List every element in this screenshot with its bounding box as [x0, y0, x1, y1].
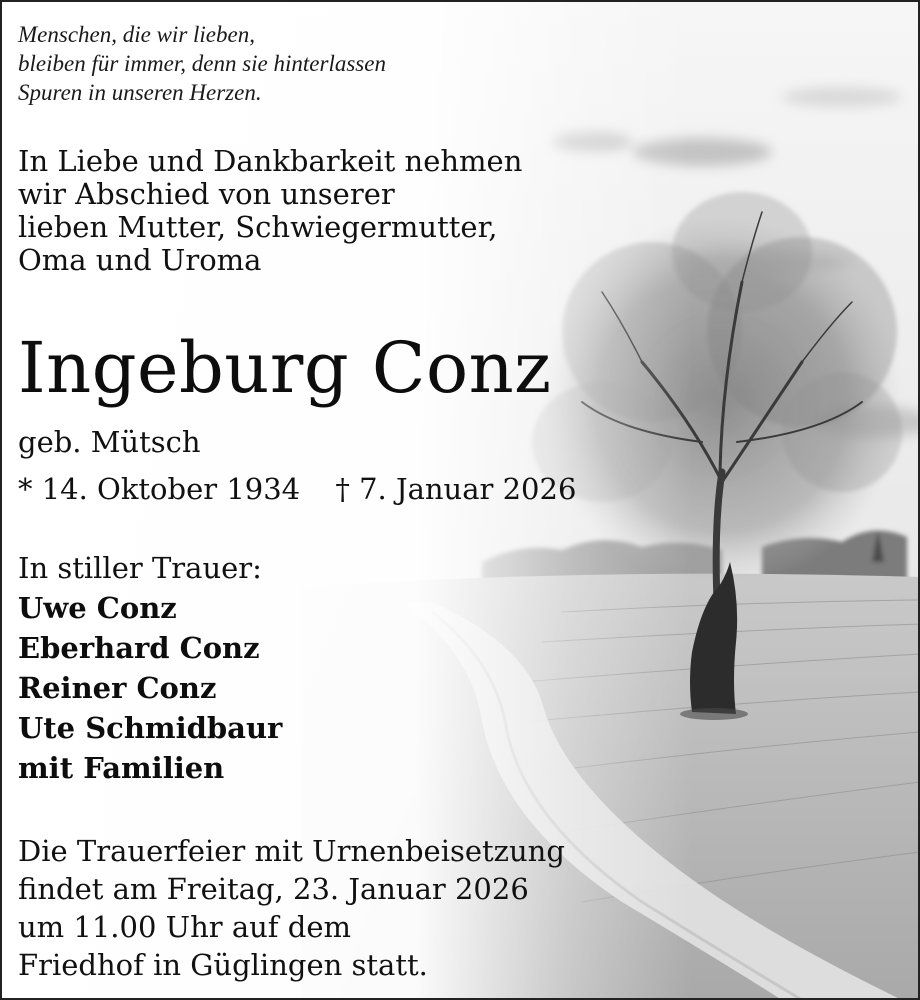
intro-line: In Liebe und Dankbarkeit nehmen — [18, 144, 523, 178]
mourner-families: mit Familien — [18, 751, 225, 785]
mourner-name: Eberhard Conz — [18, 631, 260, 665]
intro-text — [18, 145, 522, 277]
mourning-heading: In stiller Trauer: — [18, 551, 262, 585]
intro-line: lieben Mutter, Schwiegermutter, — [18, 210, 498, 244]
mourner-name: Ute Schmidbaur — [18, 711, 283, 745]
motto-quote — [18, 20, 386, 107]
motto-line: Menschen, die wir lieben, — [18, 22, 255, 47]
service-line: findet am Freitag, 23. Januar 2026 — [18, 872, 529, 906]
intro-line: Oma und Uroma — [18, 243, 262, 277]
deceased-name: Ingeburg Conz — [18, 327, 552, 409]
mourner-name: Reiner Conz — [18, 671, 217, 705]
service-line: Friedhof in Güglingen statt. — [18, 948, 428, 982]
intro-line: wir Abschied von unserer — [18, 177, 395, 211]
life-dates — [18, 470, 576, 508]
death-date: † 7. Januar 2026 — [335, 472, 577, 506]
motto-line: Spuren in unseren Herzen. — [18, 80, 262, 105]
service-line: Die Trauerfeier mit Urnenbeisetzung — [18, 834, 565, 868]
maiden-name: geb. Mütsch — [18, 425, 201, 459]
mourner-name: Uwe Conz — [18, 591, 177, 625]
service-info — [18, 832, 565, 984]
motto-line: bleiben für immer, denn sie hinterlassen — [18, 51, 386, 76]
birth-date: * 14. Oktober 1934 — [18, 472, 301, 506]
service-line: um 11.00 Uhr auf dem — [18, 910, 351, 944]
mourners-list — [18, 588, 282, 788]
